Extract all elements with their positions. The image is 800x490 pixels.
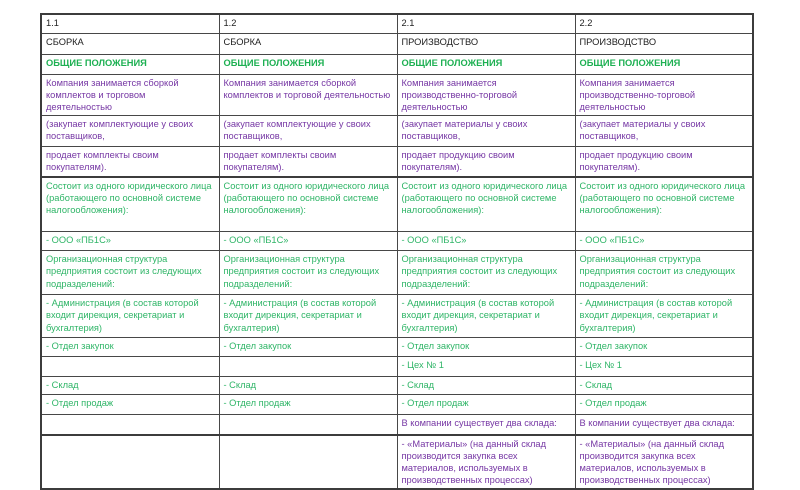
- cell-r3-c1: ОБЩИЕ ПОЛОЖЕНИЯ: [41, 54, 219, 74]
- cell-r1-c4: 2.2: [575, 14, 753, 33]
- cell-r2-c3: ПРОИЗВОДСТВО: [397, 33, 575, 54]
- table-row-2: [41, 33, 753, 54]
- cell-r12-c2: [219, 357, 397, 377]
- cell-r3-c4: ОБЩИЕ ПОЛОЖЕНИЯ: [575, 54, 753, 74]
- cell-r2-c1: СБОРКА: [41, 33, 219, 54]
- table-row-14: [41, 395, 753, 415]
- cell-r2-c4: ПРОИЗВОДСТВО: [575, 33, 753, 54]
- table-row-13: [41, 377, 753, 395]
- cell-r9-c1: Организационная структура предприятия состоит из следующих подразделений:: [41, 251, 219, 295]
- cell-r7-c4: Состоит из одного юридического лица (работающего по основной системе налогообложения):: [575, 177, 753, 232]
- cell-r15-c3: В компании существует два склада:: [397, 415, 575, 435]
- cell-r5-c4: (закупает материалы у своих поставщиков,: [575, 116, 753, 147]
- cell-r10-c1: - Администрация (в состав которой входит дирекция, секретариат и бухгалтерия): [41, 295, 219, 338]
- cell-r3-c2: ОБЩИЕ ПОЛОЖЕНИЯ: [219, 54, 397, 74]
- cell-r4-c2: Компания занимается сборкой комплектов и торговой деятельностью: [219, 74, 397, 116]
- cell-r3-c3: ОБЩИЕ ПОЛОЖЕНИЯ: [397, 54, 575, 74]
- table-row-4: [41, 74, 753, 116]
- table-row-3: [41, 54, 753, 74]
- cell-r13-c1: - Склад: [41, 377, 219, 395]
- cell-r14-c2: - Отдел продаж: [219, 395, 397, 415]
- cell-r1-c2: 1.2: [219, 14, 397, 33]
- cell-r16-c1: [41, 435, 219, 490]
- cell-r15-c2: [219, 415, 397, 435]
- cell-r1-c1: 1.1: [41, 14, 219, 33]
- table-row-9: [41, 251, 753, 295]
- cell-r4-c4: Компания занимается производственно-торговой деятельностью: [575, 74, 753, 116]
- cell-r5-c2: (закупает комплектующие у своих поставщиков,: [219, 116, 397, 147]
- cell-r12-c4: - Цех № 1: [575, 357, 753, 377]
- cell-r6-c2: продает комплекты своим покупателям).: [219, 147, 397, 177]
- table-row-15: [41, 415, 753, 435]
- cell-r15-c4: В компании существует два склада:: [575, 415, 753, 435]
- cell-r16-c4: - «Материалы» (на данный склад производится закупка всех материалов, используемых в производственных процессах): [575, 435, 753, 490]
- cell-r9-c4: Организационная структура предприятия состоит из следующих подразделений:: [575, 251, 753, 295]
- comparison-table: [40, 13, 754, 490]
- cell-r10-c3: - Администрация (в состав которой входит дирекция, секретариат и бухгалтерия): [397, 295, 575, 338]
- cell-r11-c1: - Отдел закупок: [41, 338, 219, 357]
- cell-r13-c2: - Склад: [219, 377, 397, 395]
- cell-r14-c3: - Отдел продаж: [397, 395, 575, 415]
- cell-r14-c1: - Отдел продаж: [41, 395, 219, 415]
- cell-r9-c3: Организационная структура предприятия состоит из следующих подразделений:: [397, 251, 575, 295]
- cell-r16-c2: [219, 435, 397, 490]
- comparison-table-body: [41, 14, 753, 489]
- cell-r13-c3: - Склад: [397, 377, 575, 395]
- cell-r5-c3: (закупает материалы у своих поставщиков,: [397, 116, 575, 147]
- cell-r15-c1: [41, 415, 219, 435]
- cell-r8-c4: - ООО «ПБ1С»: [575, 232, 753, 251]
- cell-r7-c2: Состоит из одного юридического лица (работающего по основной системе налогообложения):: [219, 177, 397, 232]
- table-row-11: [41, 338, 753, 357]
- cell-r10-c2: - Администрация (в состав которой входит дирекция, секретариат и бухгалтерия): [219, 295, 397, 338]
- table-row-10: [41, 295, 753, 338]
- cell-r6-c4: продает продукцию своим покупателям).: [575, 147, 753, 177]
- table-row-16: [41, 435, 753, 490]
- table-row-12: [41, 357, 753, 377]
- cell-r16-c3: - «Материалы» (на данный склад производится закупка всех материалов, используемых в производственных процессах): [397, 435, 575, 490]
- table-row-7: [41, 177, 753, 232]
- document-page: [40, 13, 754, 490]
- cell-r12-c3: - Цех № 1: [397, 357, 575, 377]
- cell-r10-c4: - Администрация (в состав которой входит дирекция, секретариат и бухгалтерия): [575, 295, 753, 338]
- cell-r14-c4: - Отдел продаж: [575, 395, 753, 415]
- cell-r11-c2: - Отдел закупок: [219, 338, 397, 357]
- cell-r6-c3: продает продукцию своим покупателям).: [397, 147, 575, 177]
- table-row-6: [41, 147, 753, 177]
- cell-r4-c1: Компания занимается сборкой комплектов и торговом деятельностью: [41, 74, 219, 116]
- cell-r11-c4: - Отдел закупок: [575, 338, 753, 357]
- cell-r1-c3: 2.1: [397, 14, 575, 33]
- cell-r7-c3: Состоит из одного юридического лица (работающего по основной системе налогообложения):: [397, 177, 575, 232]
- cell-r8-c2: - ООО «ПБ1С»: [219, 232, 397, 251]
- table-row-8: [41, 232, 753, 251]
- cell-r4-c3: Компания занимается производственно-торговой деятельностью: [397, 74, 575, 116]
- cell-r8-c1: - ООО «ПБ1С»: [41, 232, 219, 251]
- cell-r8-c3: - ООО «ПБ1С»: [397, 232, 575, 251]
- cell-r5-c1: (закупает комплектующие у своих поставщиков,: [41, 116, 219, 147]
- cell-r7-c1: Состоит из одного юридического лица (работающего по основной системе налогообложения):: [41, 177, 219, 232]
- cell-r6-c1: продает комплекты своим покупателям).: [41, 147, 219, 177]
- cell-r12-c1: [41, 357, 219, 377]
- cell-r9-c2: Организационная структура предприятия состоит из следующих подразделений:: [219, 251, 397, 295]
- cell-r13-c4: - Склад: [575, 377, 753, 395]
- table-row-5: [41, 116, 753, 147]
- cell-r2-c2: СБОРКА: [219, 33, 397, 54]
- table-row-1: [41, 14, 753, 33]
- cell-r11-c3: - Отдел закупок: [397, 338, 575, 357]
